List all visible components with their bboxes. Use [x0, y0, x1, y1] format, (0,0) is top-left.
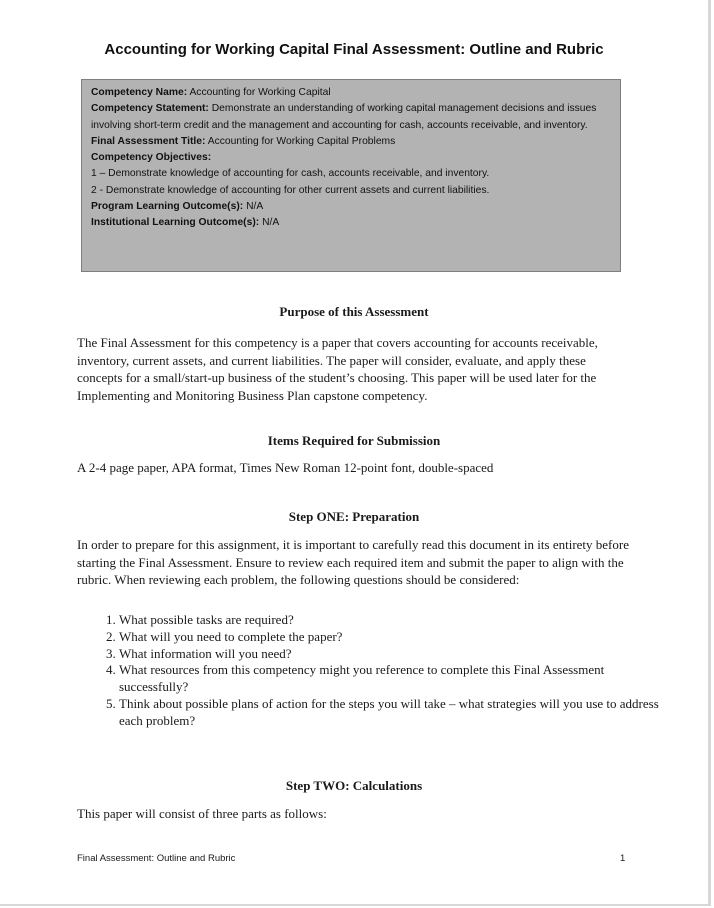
program-outcomes-row [91, 199, 612, 215]
step-two-heading: Step TWO: Calculations [285, 778, 423, 793]
program-outcomes-value: N/A [246, 201, 264, 213]
institutional-outcomes-value: N/A [262, 217, 280, 229]
institutional-outcomes-row [91, 215, 612, 231]
objective-item: 2 - Demonstrate knowledge of accounting for other current assets and current liabilities. [91, 184, 490, 196]
purpose-heading: Purpose of this Assessment [279, 304, 429, 319]
competency-statement-row [91, 101, 612, 134]
assessment-title-label: Final Assessment Title: [91, 135, 206, 147]
competency-name-value: Accounting for Working Capital [189, 87, 331, 98]
list-item: 5. Think about possible plans of action for the steps you will take – what strategies will you use to address each problem? [119, 696, 669, 730]
assessment-title-value: Accounting for Working Capital Problems [207, 135, 396, 147]
items-required-heading: Items Required for Submission [267, 433, 441, 448]
objectives-label-row [91, 150, 612, 166]
step-one-paragraph: In order to prepare for this assignment, it is important to carefully read this document in its entirety before starting the Final Assessment. Ensure to review each required item and submit the paper to align with the rubric. When reviewing each problem, the following questions should be considered: [77, 537, 629, 587]
list-item: 2. What will you need to complete the paper? [119, 629, 669, 646]
competency-statement-value: Demonstrate an understanding of working capital management decisions and issues involving short-term credit and the management and accounting for cash, accounts receivable, and inventory. [91, 103, 597, 131]
objectives-label: Competency Objectives: [91, 152, 212, 164]
preparation-questions-list [77, 612, 669, 730]
assessment-title-row [91, 134, 612, 150]
competency-name-row [91, 85, 612, 101]
step-one-heading: Step ONE: Preparation [288, 509, 420, 524]
items-required-paragraph: A 2-4 page paper, APA format, Times New Roman 12-point font, double-spaced [77, 460, 494, 475]
document-title: Accounting for Working Capital Final Assessment: Outline and Rubric [104, 41, 604, 58]
step-two-paragraph: This paper will consist of three parts as follows: [77, 806, 327, 821]
purpose-paragraph: The Final Assessment for this competency is a paper that covers accounting for accounts receivable, inventory, current assets, and current liabilities. The paper will consider, evaluate, and apply these concepts for a small/start-up business of the student’s choosing. This paper will be used later for the Implementing and Monitoring Business Plan capstone competency. [77, 335, 598, 403]
competency-name-label: Competency Name: [91, 87, 188, 98]
list-item: 3. What information will you need? [119, 646, 669, 663]
competency-statement-label: Competency Statement: [91, 103, 209, 115]
institutional-outcomes-label: Institutional Learning Outcome(s): [91, 217, 260, 229]
page-number: 1 [620, 853, 626, 864]
list-item: 1. What possible tasks are required? [119, 612, 669, 629]
objective-item: 1 – Demonstrate knowledge of accounting for cash, accounts receivable, and inventory. [91, 168, 490, 180]
list-item: 4. What resources from this competency might you reference to complete this Final Assessment successfully? [119, 662, 669, 696]
program-outcomes-label: Program Learning Outcome(s): [91, 201, 244, 213]
competency-info-box [81, 79, 621, 272]
footer-title: Final Assessment: Outline and Rubric [77, 853, 236, 864]
